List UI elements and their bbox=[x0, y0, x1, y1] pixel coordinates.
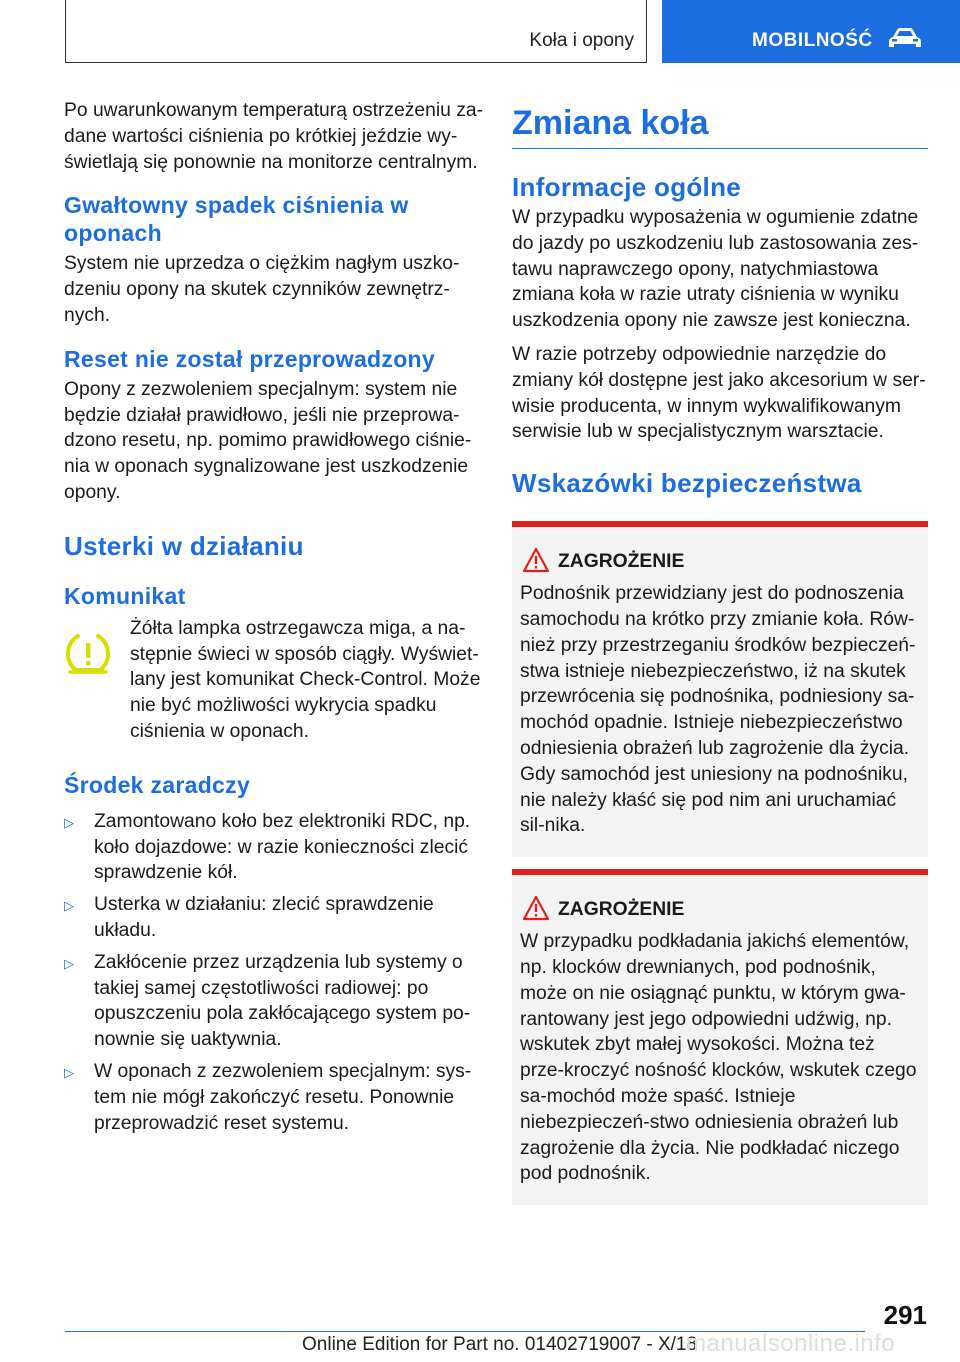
paragraph-message bbox=[64, 616, 484, 745]
warning-triangle-icon bbox=[522, 547, 550, 573]
list-item: ▷ Usterka w działaniu: zlecić sprawdzenie układu. bbox=[64, 894, 434, 941]
paragraph-sudden-pressure-loss: System nie uprzedza o ciężkim nagłym uszko-dzeniu opony na skutek czynników zewnętrz-nych. bbox=[64, 253, 460, 326]
tire-pressure-warning-icon bbox=[64, 632, 112, 676]
heading-remedy: Środek zaradczy bbox=[64, 771, 251, 798]
left-column bbox=[64, 98, 484, 1142]
heading-sudden-pressure-loss: Gwałtowny spadek ciśnienia w oponach bbox=[64, 192, 409, 247]
remedy-list bbox=[64, 809, 484, 1137]
bullet-icon: ▷ bbox=[64, 898, 74, 914]
section-title: Zmiana koła bbox=[512, 104, 709, 142]
header-section-label: MOBILNOŚĆ bbox=[752, 30, 873, 51]
warning-box-blocks bbox=[512, 869, 928, 1205]
message-block bbox=[64, 616, 484, 745]
heading-reset-not-done: Reset nie został przeprowadzony bbox=[64, 345, 435, 372]
list-item: ▷ Zakłócenie przez urządzenia lub systemy o takiej samej częstotliwości radiowej: po opuszczeniu pola zakłócającego system po-nownie się uaktywnia. bbox=[64, 951, 471, 1051]
header-chapter-box bbox=[65, 0, 647, 63]
warning-box-jack bbox=[512, 521, 928, 857]
warning-text: Podnośnik przewidziany jest do podnoszenia samochodu na krótko przy zmianie koła. Rów-nież przy przestrzeganiu środków bezpieczeń-stwa istnieje niebezpieczeństwo, iż na skutek przewrócenia się podnośnika, podniesiony sa-mochód opadnie. Istnieje niebezpieczeństwo odniesienia obrażeń lub zagrożenie dla życia. Gdy samochód jest uniesiony na podnośniku, nie należy kłaść się pod nim ani uruchamiać sil-nika. bbox=[520, 583, 916, 837]
list-item: ▷ Zamontowano koło bez elektroniki RDC, np. koło dojazdowe: w razie konieczności zlecić sprawdzenie kół. bbox=[64, 810, 471, 884]
heading-safety-notes: Wskazówki bezpieczeństwa bbox=[512, 468, 862, 499]
page-number: 291 bbox=[883, 1300, 927, 1330]
warning-title: ZAGROŻENIE bbox=[520, 549, 920, 575]
watermark: manualsonline.info bbox=[686, 1330, 896, 1357]
heading-malfunctions: Usterki w działaniu bbox=[64, 530, 304, 561]
paragraph-reset-not-done: Opony z zezwoleniem specjalnym: system nie będzie działał prawidłowo, jeśli nie przeprowa-dzono resetu, np. pomimo prawidłowego ciśnie-nia w oponach sygnalizowane jest uszkodzenie opony. bbox=[64, 378, 472, 503]
paragraph-general-info-1: W przypadku wyposażenia w ogumienie zdatne do jazdy po uszkodzeniu lub zastosowania zes-tawu naprawczego opony, natychmiastowa zmiana koła w razie utraty ciśnienia w wyniku uszkodzenia opony nie zawsze jest konieczna. bbox=[512, 207, 919, 332]
warning-title: ZAGROŻENIE bbox=[520, 897, 920, 923]
header-chapter-title: Koła i opony bbox=[529, 30, 634, 51]
right-column bbox=[512, 100, 928, 1205]
list-item: ▷ W oponach z zezwoleniem specjalnym: sys-tem nie mógł zakończyć resetu. Ponownie przeprowadzić reset systemu. bbox=[64, 1060, 472, 1134]
footer-edition: Online Edition for Part no. 01402719007 - X/18 bbox=[302, 1334, 698, 1355]
heading-general-info: Informacje ogólne bbox=[512, 172, 742, 202]
bullet-icon: ▷ bbox=[64, 1064, 74, 1080]
message-text: Żółta lampka ostrzegawcza miga, a na-stępnie świeci w sposób ciągły. Wyświet-lany jest komunikat Check-Control. Może nie być możliwości wykrycia spadku ciśnienia w oponach. bbox=[130, 617, 481, 742]
bullet-icon: ▷ bbox=[64, 814, 74, 830]
car-icon bbox=[887, 27, 923, 51]
warning-triangle-icon bbox=[522, 895, 550, 921]
warning-text: W przypadku podkładania jakichś elementów, np. klocków drewnianych, pod podnośnik, może on nie osiągnąć punktu, w którym gwa-rantowany jest jego odpowiedni udźwig, np. wskutek zbyt małej wysokości. Można też prze-kroczyć nośność klocków, wskutek czego sa-mochód może spaść. Istnieje niebezpieczeń-stwo odniesienia obrażeń lub zagrożenie dla życia. Nie podkładać niczego pod podnośnik. bbox=[520, 931, 917, 1185]
paragraph-general-info-2: W razie potrzeby odpowiednie narzędzie do zmiany kół dostępne jest jako akcesorium w ser-wisie producenta, w innym wykwalifikowanym serwisie lub w specjalistycznym warsztacie. bbox=[512, 343, 926, 443]
title-rule bbox=[512, 148, 928, 149]
bullet-icon: ▷ bbox=[64, 955, 74, 971]
intro-paragraph: Po uwarunkowanym temperaturą ostrzeżeniu za-dane wartości ciśnienia po krótkiej jeździe wy-świetlają się ponownie na monitorze centralnym. bbox=[64, 100, 484, 173]
header-section-tab bbox=[662, 0, 960, 63]
heading-message: Komunikat bbox=[64, 582, 186, 609]
